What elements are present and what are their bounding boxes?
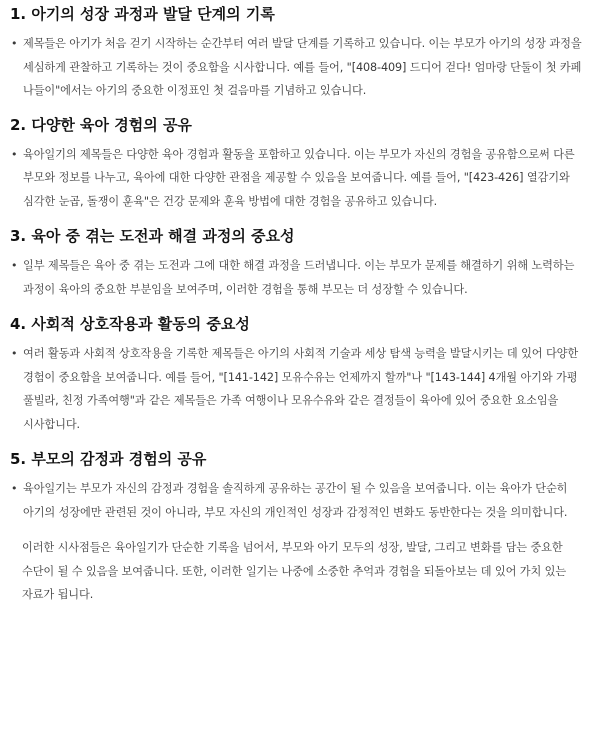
section-heading: 3. 육아 중 겪는 도전과 해결 과정의 중요성 [10,227,295,245]
section-parent-emotions [10,449,592,524]
section-growth-records [10,0,592,103]
section-shared-experiences [10,115,592,214]
bullet-text: 일부 제목들은 육아 중 겪는 도전과 그에 대한 해결 과정을 드러냅니다. 이는 부모가 문제를 해결하기 위해 노력하는 과정이 육아의 중요한 부분임을 보여주며, 이러한 경험을 통해 부모는 더 성장할 수 있습니다. [23,259,575,296]
bullet-icon: • [11,347,18,360]
section-challenges [10,226,592,301]
section-social-interaction [10,314,592,436]
bullet-text: 육아일기는 부모가 자신의 감정과 경험을 솔직하게 공유하는 공간이 될 수 있음을 보여줍니다. 이는 육아가 단순히 아기의 성장에만 관련된 것이 아니라, 부모 자신의 개인적인 성장과 감정적인 변화도 동반한다는 것을 의미합니다. [23,482,568,519]
closing-paragraph-block [10,536,592,607]
bullet-text: 여러 활동과 사회적 상호작용을 기록한 제목들은 아기의 사회적 기술과 세상 탐색 능력을 발달시키는 데 있어 다양한 경험이 중요함을 보여줍니다. 예를 들어, "[141-142] 모유수유는 언제까지 할까"나 "[143-144] 4개월 아기와 가평 풀빌라, 친정 가족여행"과 같은 제목들은 가족 여행이나 모유수유와 같은 결정들이 육아에 있어 중요한 요소임을 시사합니다. [23,347,579,431]
bullet-icon: • [11,482,18,495]
bullet-icon: • [11,147,18,161]
bullet-item [10,143,592,214]
section-heading: 4. 사회적 상호작용과 활동의 중요성 [10,315,250,333]
bullet-item [10,342,592,436]
section-heading: 5. 부모의 감정과 경험의 공유 [10,450,207,468]
section-heading: 2. 다양한 육아 경험의 공유 [10,115,192,134]
bullet-item [10,254,592,301]
bullet-text: 제목들은 아기가 처음 걷기 시작하는 순간부터 여러 발달 단계를 기록하고 있습니다. 이는 부모가 아기의 성장 과정을 세심하게 관찰하고 기록하는 것이 중요함을 시사합니다. 예를 들어, "[408-409] 드디어 걷다! 엄마랑 단둘이 첫 카페 나들이"에서는 아기의 중요한 이정표인 첫 걸음마를 기념하고 있습니다. [23,37,582,97]
bullet-text: 육아일기의 제목들은 다양한 육아 경험과 활동을 포함하고 있습니다. 이는 부모가 자신의 경험을 공유함으로써 다른 부모와 정보를 나누고, 육아에 대한 다양한 관점을 제공할 수 있음을 보여줍니다. 예를 들어, "[423-426] 열감기와 심각한 눈곱, 돌쟁이 훈육"은 건강 문제와 훈육 방법에 대한 경험을 공유하고 있습니다. [23,147,575,208]
bullet-item [10,477,592,524]
bullet-icon: • [11,37,18,50]
bullet-item [10,32,592,103]
closing-paragraph: 이러한 시사점들은 육아일기가 단순한 기록을 넘어서, 부모와 아기 모두의 성장, 발달, 그리고 변화를 담는 중요한 수단이 될 수 있음을 보여줍니다. 또한, 이러한 일기는 나중에 소중한 추억과 경험을 되돌아보는 데 있어 가치 있는 자료가 됩니다. [22,541,567,601]
bullet-icon: • [11,259,18,272]
section-heading: 1. 아기의 성장 과정과 발달 단계의 기록 [10,5,275,23]
